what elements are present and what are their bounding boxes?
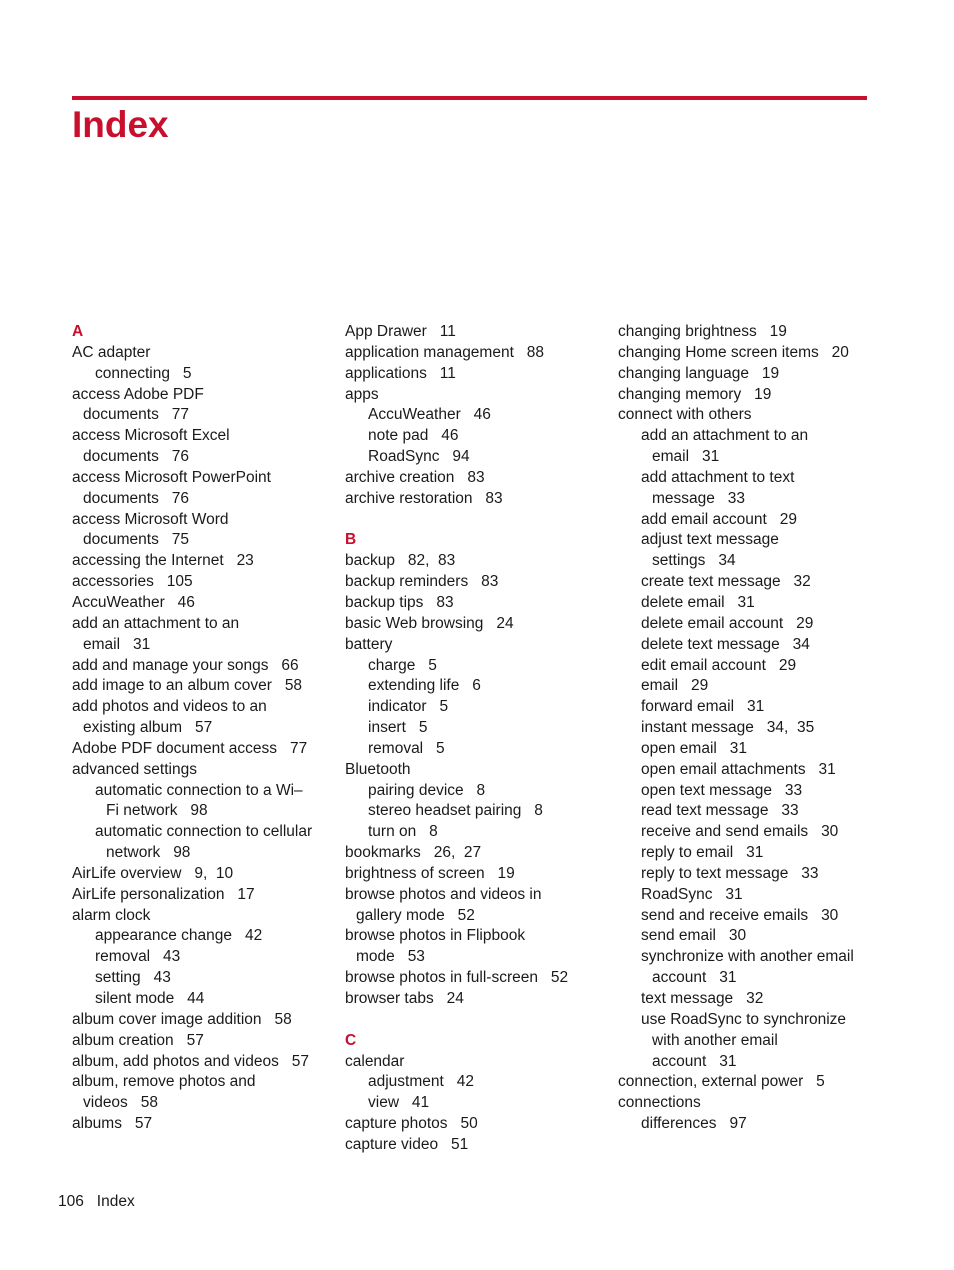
- index-entry: Fi network 98: [106, 802, 208, 820]
- index-entry: open text message 33: [641, 781, 803, 799]
- index-entry: album cover image addition 58: [72, 1010, 292, 1028]
- index-entry: automatic connection to a Wi–: [95, 781, 303, 799]
- index-entry: add image to an album cover 58: [72, 677, 303, 695]
- index-entry: changing brightness 19: [618, 323, 787, 340]
- index-entry: album, remove photos and: [72, 1073, 256, 1091]
- index-entry: delete email account 29: [641, 614, 814, 632]
- index-entry: apps: [345, 385, 379, 403]
- index-entry: capture photos 50: [345, 1115, 478, 1133]
- index-entry: message 33: [652, 489, 746, 507]
- index-column-2: [345, 322, 607, 1156]
- index-entry: accessing the Internet 23: [72, 552, 254, 570]
- index-entry: archive restoration 83: [345, 489, 503, 507]
- index-entry: basic Web browsing 24: [345, 614, 514, 632]
- index-entry: browse photos in full-screen 52: [345, 969, 569, 987]
- index-entry: advanced settings: [72, 760, 197, 778]
- index-entry: AccuWeather 46: [368, 406, 491, 424]
- index-entry: access Microsoft Word: [72, 510, 229, 528]
- index-entry: backup tips 83: [345, 593, 454, 611]
- index-entry: email 31: [652, 448, 720, 466]
- index-entry: appearance change 42: [95, 927, 263, 945]
- index-entry: videos 58: [83, 1094, 158, 1112]
- index-entry: read text message 33: [641, 802, 799, 820]
- index-entry: receive and send emails 30: [641, 823, 839, 841]
- index-entry: Bluetooth: [345, 760, 411, 778]
- index-entry: changing memory 19: [618, 385, 772, 403]
- index-entry: App Drawer 11: [345, 323, 456, 340]
- index-entry: gallery mode 52: [356, 906, 475, 924]
- index-entry: text message 32: [641, 990, 764, 1007]
- index-entry: email 29: [641, 677, 709, 695]
- index-entry: add an attachment to an: [72, 614, 240, 632]
- index-entry: add email account 29: [641, 510, 797, 528]
- index-entry: removal 5: [368, 739, 445, 757]
- index-letter-heading: A: [72, 323, 84, 340]
- index-entry: connections: [618, 1094, 701, 1112]
- index-entry: browse photos and videos in: [345, 885, 542, 903]
- index-entry: setting 43: [95, 969, 171, 987]
- index-entry: send and receive emails 30: [641, 906, 839, 924]
- page-title: Index: [72, 104, 169, 145]
- index-entry: access Microsoft Excel: [72, 427, 230, 445]
- index-spacer: [345, 1010, 607, 1031]
- index-entry: stereo headset pairing 8: [368, 802, 543, 820]
- index-entry: add attachment to text: [641, 468, 795, 486]
- index-entry: insert 5: [368, 719, 428, 737]
- index-entry: connect with others: [618, 406, 752, 424]
- index-entry: automatic connection to cellular: [95, 823, 313, 841]
- index-entry: send email 30: [641, 927, 747, 945]
- index-entry: AirLife overview 9, 10: [72, 864, 234, 882]
- index-entry: turn on 8: [368, 823, 438, 841]
- index-entry: access Adobe PDF: [72, 385, 204, 403]
- index-entry: brightness of screen 19: [345, 864, 515, 882]
- index-entry: instant message 34, 35: [641, 719, 815, 737]
- index-entry: backup 82, 83: [345, 552, 456, 570]
- index-entry: with another email: [652, 1031, 778, 1049]
- index-entry: applications 11: [345, 364, 456, 382]
- index-entry: alarm clock: [72, 906, 151, 924]
- index-entry: reply to text message 33: [641, 864, 819, 882]
- index-entry: backup reminders 83: [345, 573, 499, 591]
- index-entry: browse photos in Flipbook: [345, 927, 526, 945]
- index-entry: view 41: [368, 1094, 430, 1112]
- index-entry: differences 97: [641, 1115, 747, 1133]
- index-entry: mode 53: [356, 948, 425, 966]
- index-spacer: [345, 510, 607, 531]
- index-entry: documents 76: [83, 448, 189, 466]
- index-entry: AccuWeather 46: [72, 593, 195, 611]
- index-entry: connecting 5: [95, 364, 192, 382]
- index-entry: delete text message 34: [641, 635, 810, 653]
- index-entry: changing Home screen items 20: [618, 343, 849, 361]
- index-entry: delete email 31: [641, 593, 755, 611]
- index-entry: charge 5: [368, 656, 437, 674]
- index-entry: silent mode 44: [95, 990, 205, 1007]
- index-entry: AC adapter: [72, 343, 151, 361]
- index-entry: add and manage your songs 66: [72, 656, 299, 674]
- index-entry: settings 34: [652, 552, 736, 570]
- index-entry: create text message 32: [641, 573, 811, 591]
- title-rule: [72, 96, 867, 100]
- index-entry: use RoadSync to synchronize: [641, 1010, 847, 1028]
- index-entry: extending life 6: [368, 677, 481, 695]
- index-letter-heading: B: [345, 531, 357, 549]
- index-entry: accessories 105: [72, 573, 193, 591]
- index-entry: documents 76: [83, 489, 189, 507]
- index-entry: open email attachments 31: [641, 760, 836, 778]
- index-entry: albums 57: [72, 1115, 153, 1133]
- index-entry: email 31: [83, 635, 151, 653]
- index-entry: connection, external power 5: [618, 1073, 825, 1091]
- index-entry: synchronize with another email: [641, 948, 854, 966]
- index-letter-heading: C: [345, 1031, 357, 1049]
- index-entry: adjust text message: [641, 531, 779, 549]
- index-entry: open email 31: [641, 739, 747, 757]
- index-entry: RoadSync 94: [368, 448, 470, 466]
- index-entry: pairing device 8: [368, 781, 486, 799]
- index-entry: documents 77: [83, 406, 189, 424]
- index-entry: calendar: [345, 1052, 405, 1070]
- index-entry: reply to email 31: [641, 844, 764, 862]
- index-entry: add an attachment to an: [641, 427, 809, 445]
- index-entry: documents 75: [83, 531, 189, 549]
- index-entry: indicator 5: [368, 698, 449, 716]
- index-entry: archive creation 83: [345, 468, 485, 486]
- index-entry: note pad 46: [368, 427, 459, 445]
- index-entry: battery: [345, 635, 393, 653]
- index-entry: account 31: [652, 969, 737, 987]
- index-entry: removal 43: [95, 948, 181, 966]
- index-entry: bookmarks 26, 27: [345, 844, 482, 862]
- index-entry: album creation 57: [72, 1031, 204, 1049]
- index-entry: RoadSync 31: [641, 885, 743, 903]
- index-column-3: [618, 322, 868, 1135]
- index-entry: application management 88: [345, 343, 545, 361]
- index-entry: browser tabs 24: [345, 990, 464, 1007]
- index-entry: network 98: [106, 844, 191, 862]
- index-entry: account 31: [652, 1052, 737, 1070]
- index-entry: existing album 57: [83, 719, 213, 737]
- index-entry: forward email 31: [641, 698, 765, 716]
- index-entry: capture video 51: [345, 1135, 469, 1153]
- index-entry: album, add photos and videos 57: [72, 1052, 309, 1070]
- index-column-1: [72, 322, 334, 1135]
- index-entry: add photos and videos to an: [72, 698, 267, 716]
- index-entry: access Microsoft PowerPoint: [72, 468, 271, 486]
- index-entry: Adobe PDF document access 77: [72, 739, 308, 757]
- index-entry: AirLife personalization 17: [72, 885, 255, 903]
- index-entry: changing language 19: [618, 364, 780, 382]
- page-footer: 106 Index: [58, 1193, 135, 1210]
- index-entry: edit email account 29: [641, 656, 797, 674]
- index-entry: adjustment 42: [368, 1073, 474, 1091]
